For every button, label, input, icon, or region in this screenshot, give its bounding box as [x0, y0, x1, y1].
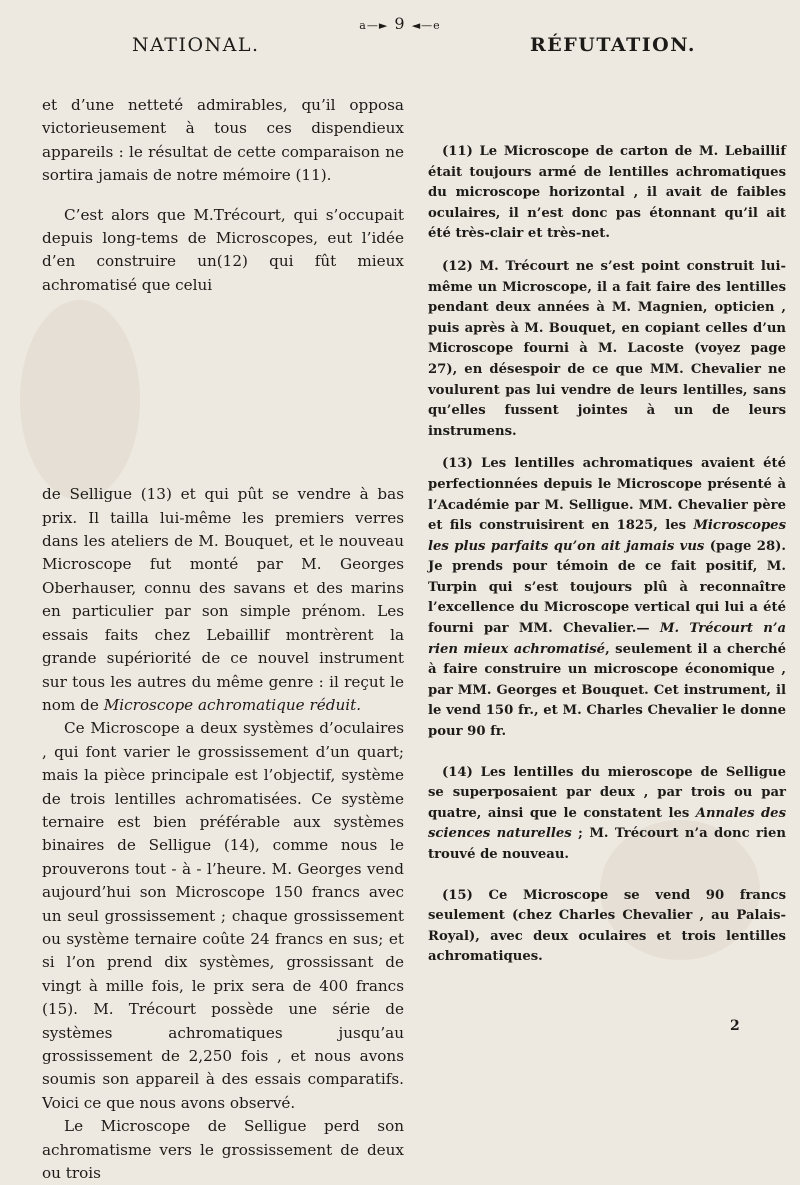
footnote-12: (12) M. Trécourt ne s’est point construit lui-même un Microscope, il a fait faire des lentilles pendant deux années à M. Magnien, opticien , puis après à M. Bouquet, en copiant celles d’un Microscope fourni à M. Lacoste (voyez page 27), en désespoir de ce que MM. Chevalier ne voulurent pas lui vendre de leurs lentilles, sans qu’elles fussent jointes à un de leurs instrumens.	[428, 258, 786, 439]
main-text-column	[42, 94, 404, 1185]
footnote-text: (page 28). Je prends pour témoin de ce fait positif, M. Turpin qui s’est toujours plû à reconnaître l’excellence du Microscope vertical qui lui a été fourni par MM. Chevalier.—	[428, 538, 786, 637]
paragraph: Ce Microscope a deux systèmes d’oculaires , qui font varier le grossissement d’un quart; mais la pièce principale est l’objectif, système de trois lentilles achromatisées. Ce système ternaire est bien préférable aux systèmes binaires de Selligue (14), comme nous le prouverons tout - à - l’heure. M. Georges vend aujourd’hui son Microscope 150 francs avec un seul grossissement ; chaque grossissement ou système ternaire coûte 24 francs en sus; et si l’on prend dix systèmes, grossissant de vingt à mille fois, le prix sera de 400 francs (15). M. Trécourt possède une série de systèmes achromatiques jusqu’au grossissement de 2,250 fois , et nous avons soumis son appareil à des essais comparatifs. Voici ce que nous avons observé.	[42, 719, 404, 1112]
italic-term: Microscope achromatique réduit.	[103, 695, 362, 714]
italic-quote: M. Trécourt n’a rien mieux achromatisé	[428, 621, 786, 657]
italic-quote: Microscopes les plus parfaits qu’on ait jamais vus	[428, 518, 786, 554]
footnote-13	[428, 454, 786, 742]
footnote-15: (15) Ce Microscope se vend 90 francs seulement (chez Charles Chevalier , au Palais-Royal), avec deux oculaires et trois lentilles achromatiques.	[428, 887, 786, 965]
footnote-text: (14) Les lentilles du mieroscope de Selligue se superposaient par deux , par trois ou par quatre, ainsi que le constatent les	[428, 764, 786, 821]
footnote-text: ; M. Trécourt n’a donc rien trouvé de nouveau.	[428, 826, 786, 862]
italic-title: Annales des sciences naturelles	[428, 805, 786, 842]
footnote-text: (13) Les lentilles achromatiques avaient été perfectionnées depuis le Microscope présenté à l’Académie par M. Selligue. MM. Chevalier père et fils construisirent en 1825, les	[428, 456, 786, 534]
running-head-left: NATIONAL.	[132, 34, 260, 56]
paragraph: Le Microscope de Selligue perd son achromatisme vers le grossissement de deux ou trois	[42, 1117, 404, 1183]
footnotes-column	[428, 142, 786, 968]
page-number: 9	[394, 14, 406, 33]
paragraph-text: de Selligue (13) et qui pût se vendre à bas prix. Il tailla lui-même les premiers verres dans les ateliers de M. Bouquet, et le nouveau Microscope fut monté par M. Georges Oberhauser, connu des savans et des marins en particulier par son simple prénom. Les essais faits chez Lebaillif montrèrent la grande supériorité de ce nouvel instrument sur tous les autres du même genre : il reçut le nom de	[42, 485, 404, 714]
footnote-text: , seulement il a cherché à faire construire un microscope économique , par MM. Georges et Bouquet. Cet instrument, il le vend 150 fr., et M. Charles Chevalier le donne pour 90 fr.	[428, 641, 786, 740]
paragraph	[42, 483, 404, 717]
paragraph: C’est alors que M.Trécourt, qui s’occupait depuis long-tems de Microscopes, eut l’idée d’en construire un(12) qui fût mieux achromatisé que celui	[42, 205, 404, 294]
page-number-line	[0, 14, 800, 33]
footnote-14	[428, 763, 786, 866]
paragraph: et d’une netteté admirables, qu’il opposa victorieusement à tous ces dispendieux appareils : le résultat de cette comparaison ne sortira jamais de notre mémoire (11).	[42, 96, 404, 185]
signature-mark: 2	[730, 1018, 740, 1034]
page-number-ornament-right: ◄—e	[411, 19, 441, 32]
running-head-right: RÉFUTATION.	[530, 34, 696, 56]
page-number-ornament-left: a—►	[359, 19, 389, 32]
footnote-11: (11) Le Microscope de carton de M. Lebaillif était toujours armé de lentilles achromatiques du microscope horizontal , il avait de faibles oculaires, il n’est donc pas étonnant qu’il ait été très-clair et très-net.	[428, 144, 786, 242]
